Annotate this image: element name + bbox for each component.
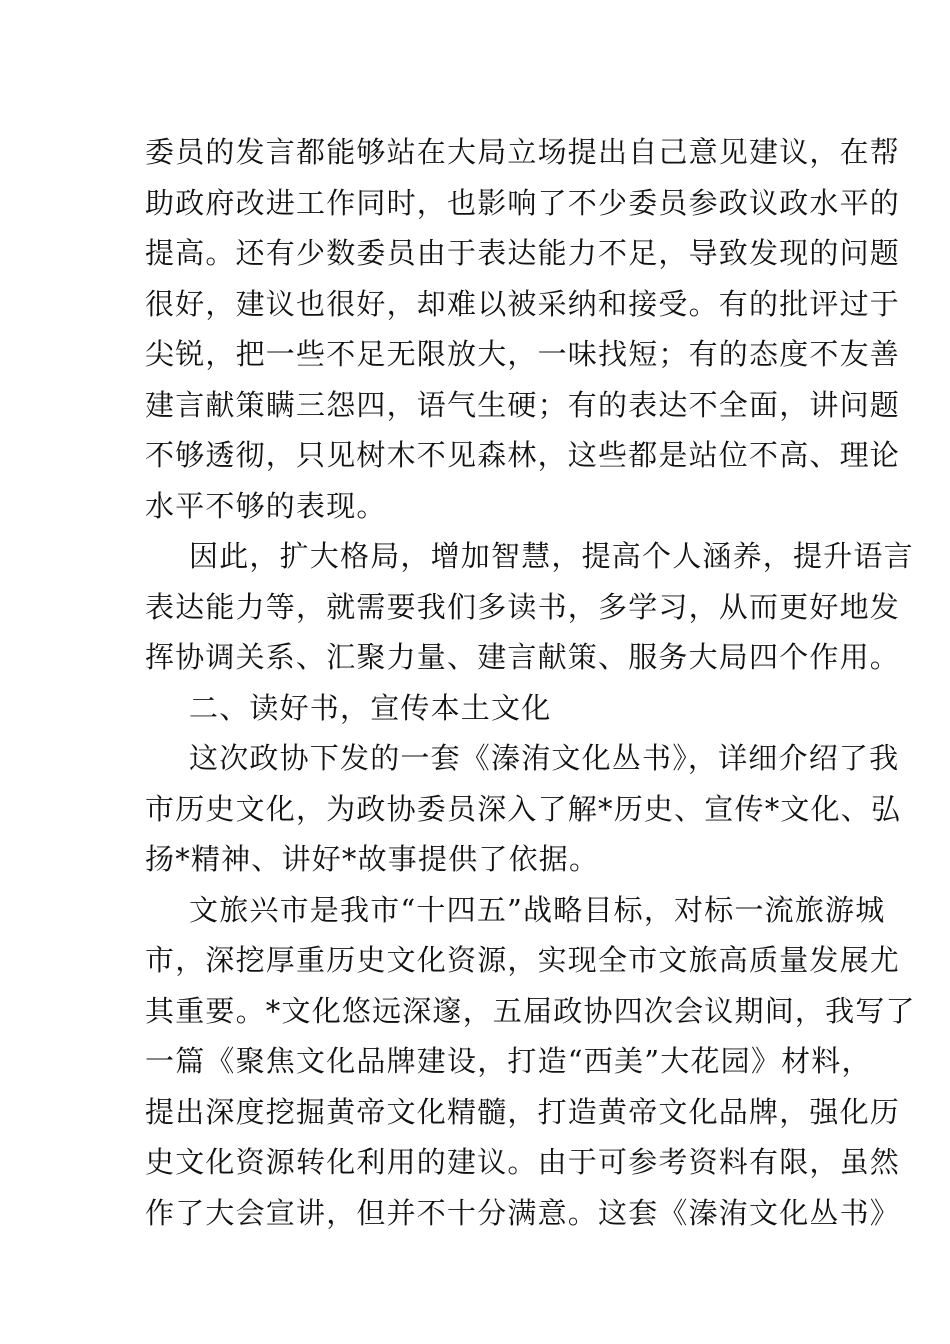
text-line: 尖锐，把一些不足无限放大，一味找短；有的态度不友善 (145, 337, 901, 371)
text-line: 市历史文化，为政协委员深入了解*历史、宣传*文化、弘 (145, 791, 902, 826)
paragraph-first-line: 这次政协下发的一套《溱洧文化丛书》，详细介绍了我 (189, 741, 900, 775)
text-line: 扬*精神、讲好*故事提供了依据。 (145, 842, 600, 876)
text-line: 市，深挖厚重历史文化资源，实现全市文旅高质量发展尤 (145, 943, 901, 977)
document-body (145, 127, 916, 1238)
text-line: 助政府改进工作同时，也影响了不少委员参政议政水平的 (145, 185, 901, 220)
paragraph-first-line: 因此，扩大格局，增加智慧，提高个人涵养，提升语言 (189, 539, 914, 573)
section-heading: 二、读好书，宣传本土文化 (189, 690, 552, 725)
text-line: 表达能力等，就需要我们多读书，多学习，从而更好地发 (145, 589, 901, 624)
text-line: 提出深度挖掘黄帝文化精髓，打造黄帝文化品牌，强化历 (145, 1094, 901, 1129)
text-line: 水平不够的表现。 (145, 488, 387, 523)
text-line: 史文化资源转化利用的建议。由于可参考资料有限，虽然 (145, 1145, 901, 1179)
text-line: 提高。还有少数委员由于表达能力不足，导致发现的问题 (145, 236, 901, 270)
text-line: 委员的发言都能够站在大局立场提出自己意见建议，在帮 (145, 135, 901, 169)
text-line: 不够透彻，只见树木不见森林，这些都是站位不高、理论 (145, 438, 901, 472)
text-line: 挥协调关系、汇聚力量、建言献策、服务大局四个作用。 (145, 640, 901, 674)
text-line: 很好，建议也很好，却难以被采纳和接受。有的批评过于 (145, 286, 901, 321)
text-line: 建言献策瞒三怨四，语气生硬；有的表达不全面，讲问题 (145, 387, 901, 422)
paragraph-first-line: 文旅兴市是我市“十四五”战略目标，对标一流旅游城 (189, 892, 886, 927)
text-line: 作了大会宣讲，但并不十分满意。这套《溱洧文化丛书》 (145, 1195, 901, 1230)
text-line: 其重要。*文化悠远深邃，五届政协四次会议期间，我写了 (145, 993, 916, 1028)
text-line: 一篇《聚焦文化品牌建设，打造“西美”大花园》材料， (145, 1044, 872, 1078)
